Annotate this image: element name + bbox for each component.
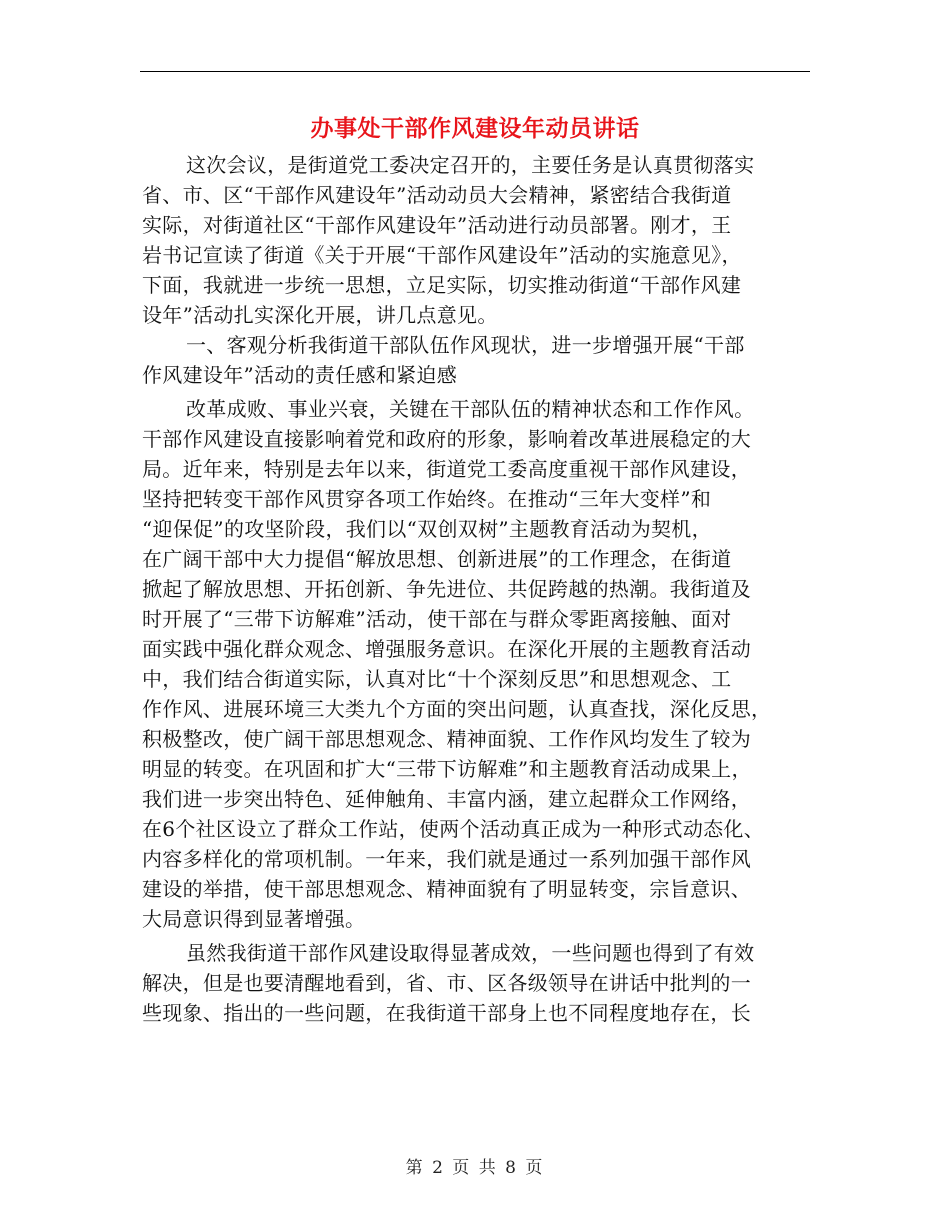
text-line: 建设的举措，使干部思想观念、精神面貌有了明显转变，宗旨意识、 (142, 877, 751, 901)
header-rule (140, 71, 810, 72)
text-line: 干部作风建设直接影响着党和政府的形象，影响着改革进展稳定的大 (142, 427, 751, 451)
text-line: 面实践中强化群众观念、增强服务意识。在深化开展的主题教育活动 (142, 637, 751, 661)
text-line: 时开展了“三带下访解难”活动，使干部在与群众零距离接触、面对 (142, 607, 732, 631)
document-title: 办事处干部作风建设年动员讲话 (310, 115, 640, 142)
text-line: 作风建设年”活动的责任感和紧迫感 (142, 363, 458, 387)
text-line: 积极整改，使广阔干部思想观念、精神面貌、工作作风均发生了较为 (142, 727, 751, 751)
text-line: 掀起了解放思想、开拓创新、争先进位、共促跨越的热潮。我街道及 (142, 577, 751, 601)
text-line: 解决，但是也要清醒地看到，省、市、区各级领导在讲话中批判的一 (142, 971, 751, 995)
text-line: 省、市、区“干部作风建设年”活动动员大会精神，紧密结合我街道 (142, 183, 732, 207)
text-line: 一、客观分析我街道干部队伍作风现状，进一步增强开展“干部 (186, 333, 745, 357)
text-line: 作作风、进展环境三大类九个方面的突出问题，认真查找，深化反思， (142, 697, 772, 721)
text-line: 大局意识得到显著增强。 (142, 907, 366, 931)
text-line: 些现象、指出的一些问题，在我街道干部身上也不同程度地存在，长 (142, 1001, 751, 1025)
text-line: 实际，对街道社区“干部作风建设年”活动进行动员部署。刚才，王 (142, 213, 732, 237)
text-line: 设年”活动扎实深化开展，讲几点意见。 (142, 303, 498, 327)
text-line: 局。近年来，特别是去年以来，街道党工委高度重视干部作风建设， (142, 457, 751, 481)
text-line: 内容多样化的常项机制。一年来，我们就是通过一系列加强干部作风 (142, 847, 751, 871)
text-line: “迎保促”的攻坚阶段，我们以“双创双树”主题教育活动为契机， (142, 517, 712, 541)
text-line: 明显的转变。在巩固和扩大“三带下访解难”和主题教育活动成果上， (142, 757, 752, 781)
page-number: 第 2 页 共 8 页 (405, 1158, 545, 1178)
text-line: 下面，我就进一步统一思想，立足实际，切实推动街道“干部作风建 (142, 273, 742, 297)
document-body (142, 150, 810, 1028)
text-line: 坚持把转变干部作风贯穿各项工作始终。在推动“三年大变样”和 (142, 487, 712, 511)
text-line: 中，我们结合街道实际，认真对比“十个深刻反思”和思想观念、工 (142, 667, 732, 691)
text-line: 虽然我街道干部作风建设取得显著成效，一些问题也得到了有效 (186, 941, 755, 965)
text-line: 改革成败、事业兴衰，关键在干部队伍的精神状态和工作作风。 (186, 397, 755, 421)
text-line: 这次会议，是街道党工委决定召开的，主要任务是认真贯彻落实 (186, 153, 755, 177)
text-line: 岩书记宣读了街道《关于开展“干部作风建设年”活动的实施意见》， (142, 243, 742, 267)
text-line: 在广阔干部中大力提倡“解放思想、创新进展”的工作理念，在街道 (142, 547, 732, 571)
text-line: 我们进一步突出特色、延伸触角、丰富内涵，建立起群众工作网络， (142, 787, 751, 811)
text-line: 在6个社区设立了群众工作站，使两个活动真正成为一种形式动态化、 (142, 817, 765, 841)
